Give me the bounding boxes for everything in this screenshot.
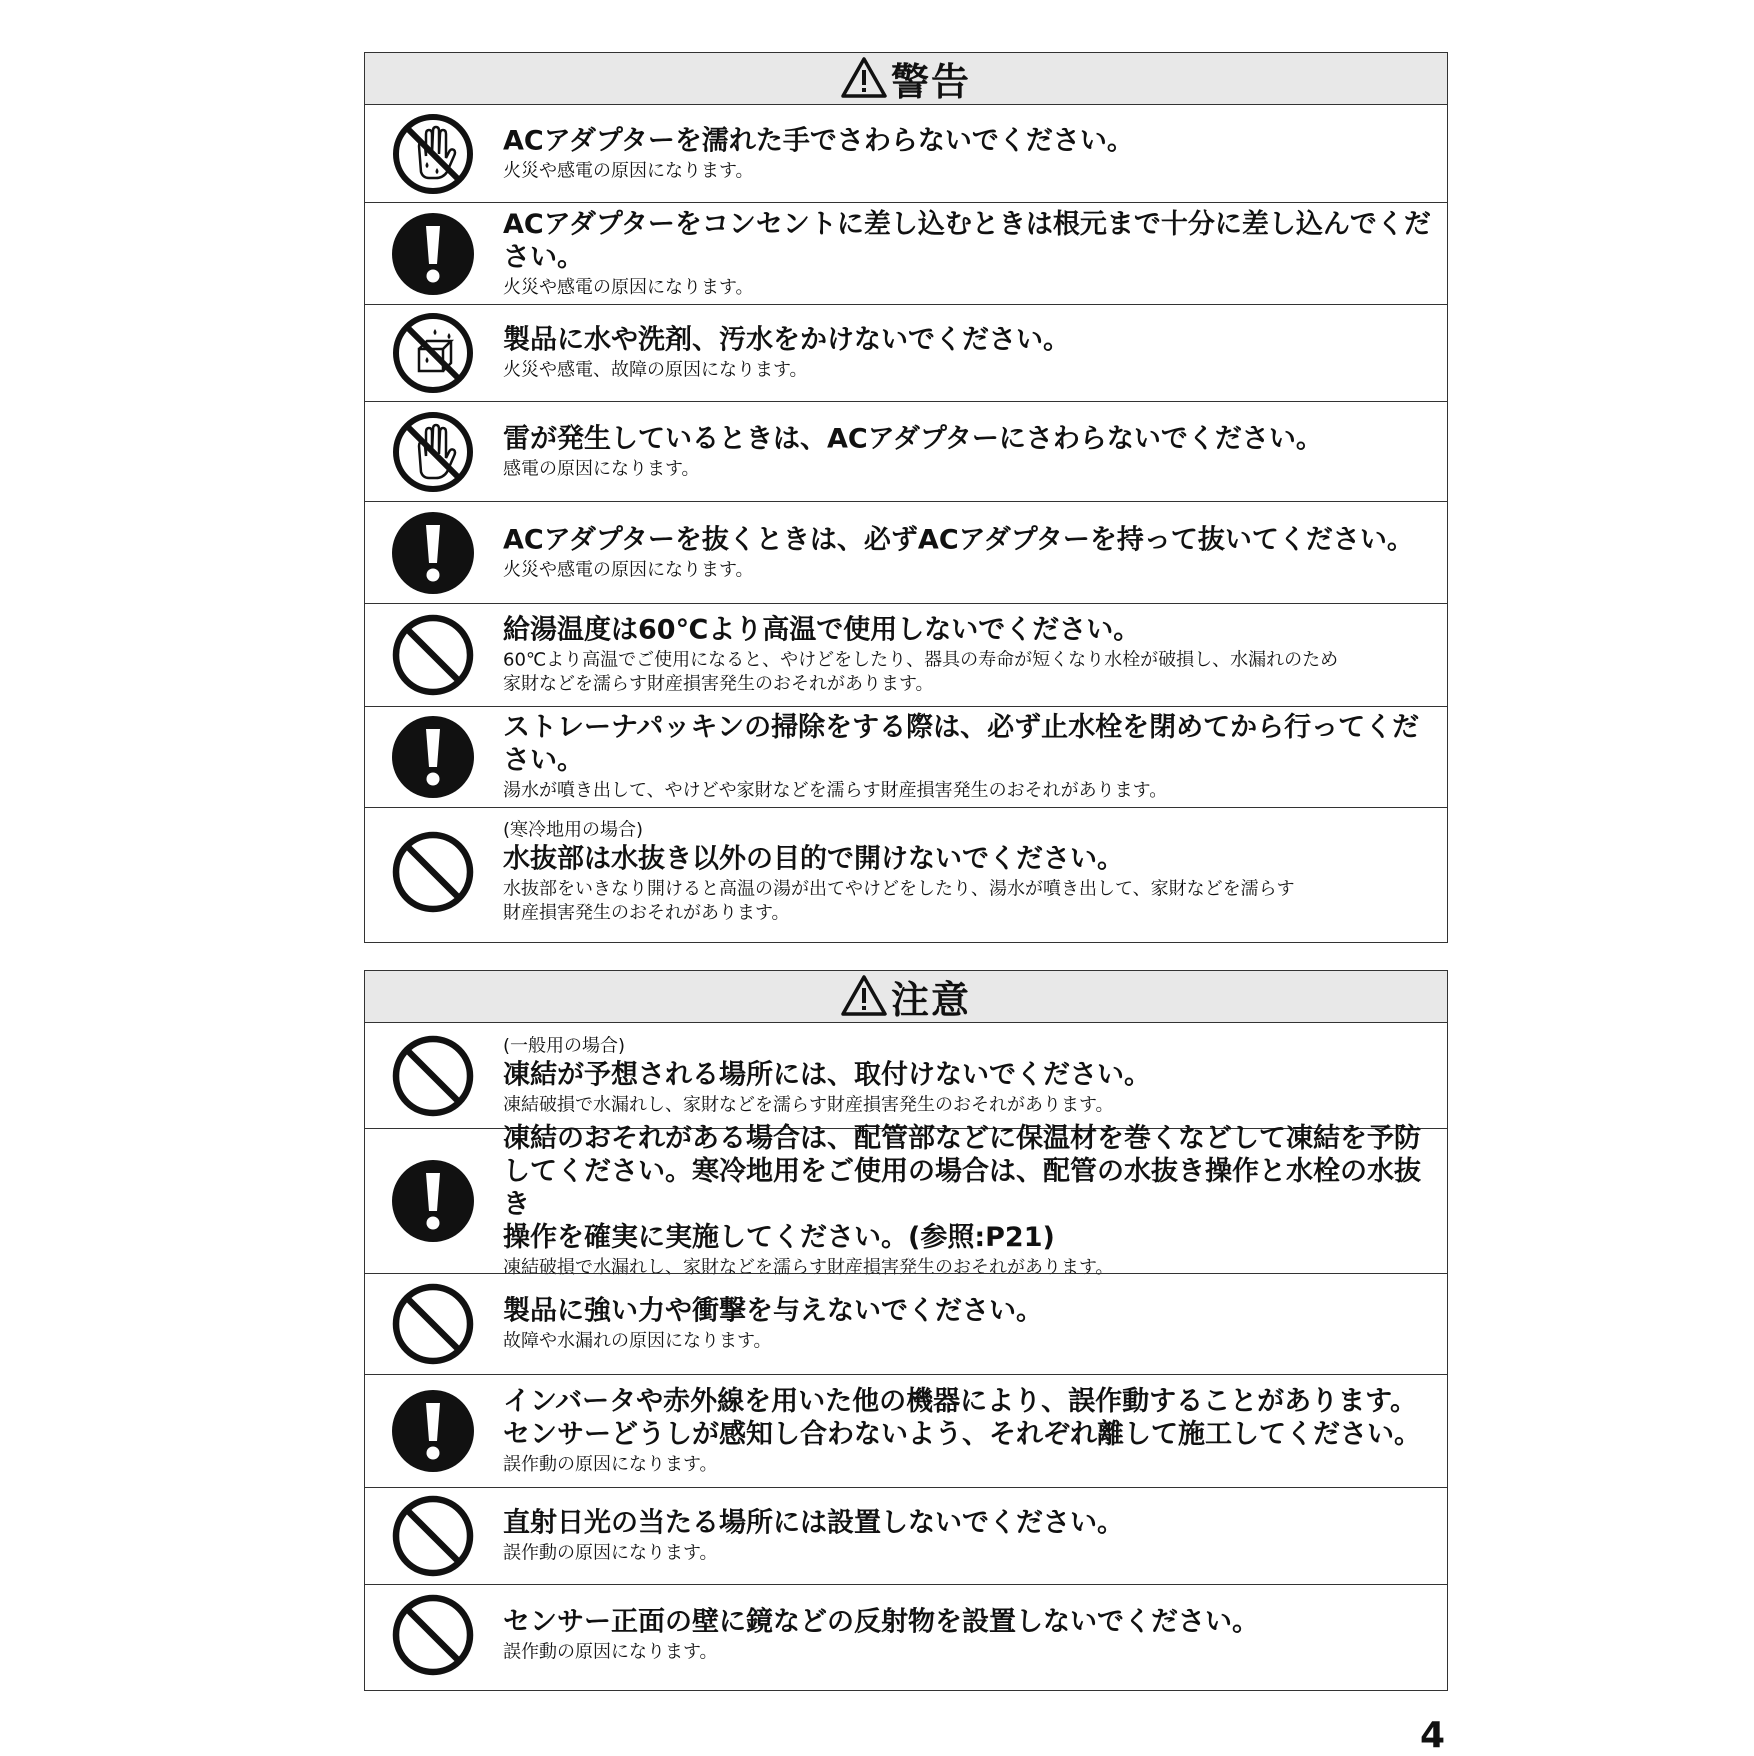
item-condition: (一般用の場合) xyxy=(503,1035,626,1056)
item-text xyxy=(503,523,1435,582)
prohibition-icon xyxy=(391,1282,475,1366)
warning-item xyxy=(365,807,1447,936)
caution-header xyxy=(365,971,1447,1023)
mandatory-exclamation-icon xyxy=(391,511,475,595)
item-note: 感電の原因になります。 xyxy=(503,458,700,479)
item-heading: 製品に水や洗剤、汚水をかけないでください。 xyxy=(503,324,1070,356)
mandatory-exclamation-icon xyxy=(391,715,475,799)
caution-item xyxy=(365,1023,1447,1128)
mandatory-exclamation-icon xyxy=(391,1159,475,1243)
warning-item xyxy=(365,706,1447,807)
item-note: 故障や水漏れの原因になります。 xyxy=(503,1330,772,1352)
warning-box xyxy=(364,52,1448,943)
warning-item xyxy=(365,105,1447,202)
warning-item xyxy=(365,603,1447,706)
item-heading: 給湯温度は60℃より高温で使用しないでください。 xyxy=(503,614,1141,646)
item-heading: センサー正面の壁に鏡などの反射物を設置しないでください。 xyxy=(503,1606,1259,1637)
warning-item xyxy=(365,202,1447,304)
prohibition-icon xyxy=(391,1494,475,1578)
warning-title: 警告 xyxy=(890,60,971,104)
item-text xyxy=(503,124,1435,183)
item-note: 火災や感電の原因になります。 xyxy=(503,160,754,181)
prohibition-icon xyxy=(391,613,475,697)
caution-item xyxy=(365,1584,1447,1684)
no-touch-icon xyxy=(391,410,475,494)
warning-header xyxy=(365,53,1447,105)
item-note: 水抜部をいきなり開けると高温の湯が出てやけどをしたり、湯水が噴き出して、家財などを濡らす 財産損害発生のおそれがあります。 xyxy=(503,878,1295,924)
item-note: 火災や感電の原因になります。 xyxy=(503,559,754,580)
item-note: 火災や感電の原因になります。 xyxy=(503,276,754,298)
item-heading: 凍結のおそれがある場合は、配管部などに保温材を巻くなどして凍結を予防 してください。寒冷地用をご使用の場合は、配管の水抜き操作と水栓の水抜き 操作を確実に実施してください。(参照:P21) xyxy=(503,1123,1421,1253)
item-note: 誤作動の原因になります。 xyxy=(503,1454,718,1475)
mandatory-exclamation-icon xyxy=(391,212,475,296)
item-heading: 製品に強い力や衝撃を与えないでください。 xyxy=(503,1295,1043,1327)
item-text xyxy=(503,208,1435,300)
item-heading: 水抜部は水抜き以外の目的で開けないでください。 xyxy=(503,843,1124,875)
item-heading: ストレーナパッキンの掃除をする際は、必ず止水栓を閉めてから行ってください。 xyxy=(503,712,1420,776)
no-water-splash-icon xyxy=(391,311,475,395)
item-note: 湯水が噴き出して、やけどや家財などを濡らす財産損害発生のおそれがあります。 xyxy=(503,780,1168,801)
item-text xyxy=(503,1385,1435,1477)
caution-triangle-icon xyxy=(841,974,887,1020)
mandatory-exclamation-icon xyxy=(391,1389,475,1473)
caution-item xyxy=(365,1374,1447,1487)
caution-item xyxy=(365,1273,1447,1374)
item-text xyxy=(503,711,1435,803)
item-heading: インバータや赤外線を用いた他の機器により、誤作動することがあります。 センサーどうしが感知し合わないよう、それぞれ離して施工してください。 xyxy=(503,1386,1421,1450)
item-text xyxy=(503,324,1435,383)
item-note: 誤作動の原因になります。 xyxy=(503,1542,718,1564)
warning-item xyxy=(365,304,1447,401)
item-note: 凍結破損で水漏れし、家財などを濡らす財産損害発生のおそれがあります。 xyxy=(503,1257,1114,1278)
item-heading: ACアダプターを抜くときは、必ずACアダプターを持って抜いてください。 xyxy=(503,524,1414,555)
caution-item xyxy=(365,1487,1447,1584)
prohibition-icon xyxy=(391,830,475,914)
item-text xyxy=(503,819,1435,926)
item-heading: 凍結が予想される場所には、取付けないでください。 xyxy=(503,1059,1151,1090)
item-text xyxy=(503,614,1435,697)
item-text xyxy=(503,1122,1435,1280)
item-note: 火災や感電、故障の原因になります。 xyxy=(503,359,808,381)
no-wet-hands-icon xyxy=(391,112,475,196)
item-text xyxy=(503,1605,1435,1664)
item-text xyxy=(503,422,1435,481)
item-heading: ACアダプターを濡れた手でさわらないでください。 xyxy=(503,125,1134,156)
prohibition-icon xyxy=(391,1034,475,1118)
item-heading: ACアダプターをコンセントに差し込むときは根元まで十分に差し込んでください。 xyxy=(503,208,1431,273)
caution-title: 注意 xyxy=(890,978,971,1022)
item-condition: (寒冷地用の場合) xyxy=(503,819,644,841)
item-text xyxy=(503,1507,1435,1566)
item-note: 凍結破損で水漏れし、家財などを濡らす財産損害発生のおそれがあります。 xyxy=(503,1094,1114,1115)
item-note: 60℃より高温でご使用になると、やけどをしたり、器具の寿命が短くなり水栓が破損し、水漏れのため 家財などを濡らす財産損害発生のおそれがあります。 xyxy=(503,649,1339,695)
item-text xyxy=(503,1034,1435,1117)
item-heading: 雷が発生しているときは、ACアダプターにさわらないでください。 xyxy=(503,423,1323,454)
item-note: 誤作動の原因になります。 xyxy=(503,1641,718,1662)
item-text xyxy=(503,1295,1435,1354)
warning-item xyxy=(365,401,1447,501)
page-number: 4 xyxy=(1420,1715,1446,1756)
item-heading: 直射日光の当たる場所には設置しないでください。 xyxy=(503,1507,1124,1539)
warning-item xyxy=(365,501,1447,603)
caution-item xyxy=(365,1123,1447,1278)
caution-triangle-icon xyxy=(841,56,887,102)
caution-box xyxy=(364,970,1448,1691)
prohibition-icon xyxy=(391,1593,475,1677)
